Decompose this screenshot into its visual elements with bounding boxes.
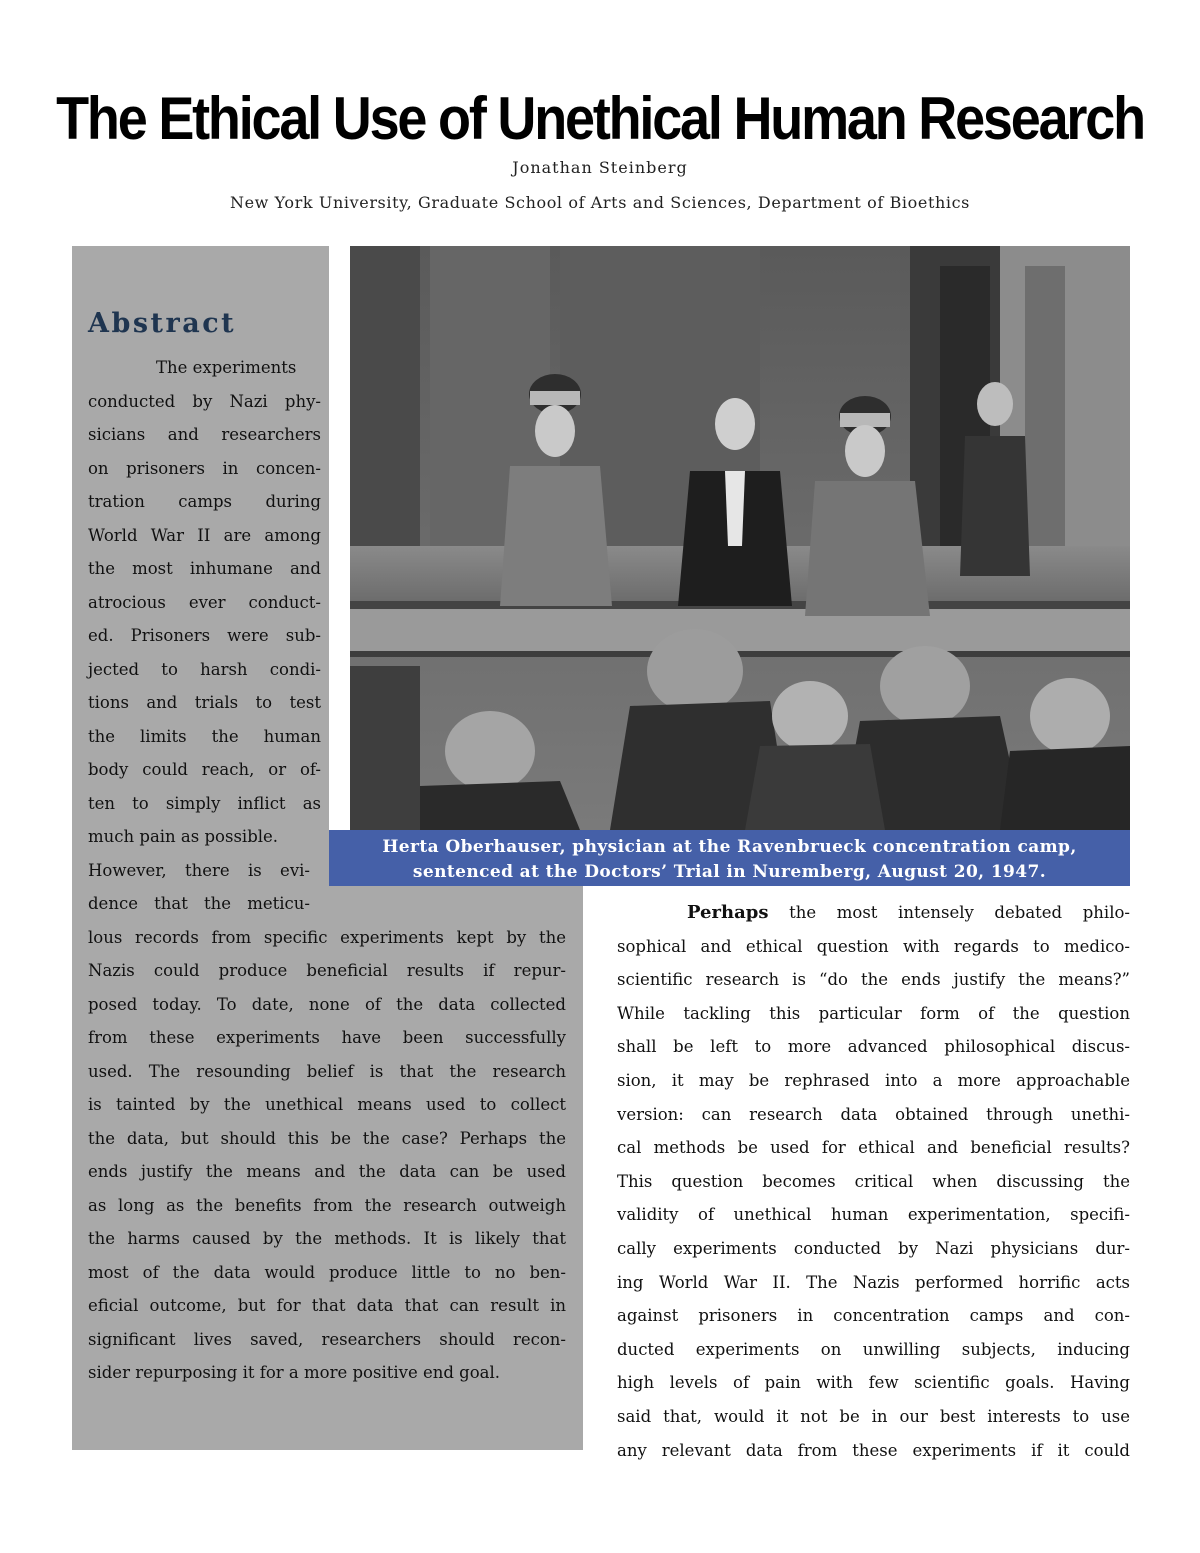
abstract-line: sider repurposing it for a more positive end goal. [88, 1363, 501, 1382]
abstract-line: as long as the benefits from the research outweigh [88, 1195, 566, 1215]
abstract-line: World War II are among [88, 525, 321, 545]
abstract-line: tration camps during [88, 492, 321, 511]
abstract-line: much pain as possible. [88, 827, 279, 846]
body-line: sion, it may be rephrased into a more approachable [617, 1070, 1130, 1090]
body-line: high levels of pain with few scientific goals. Having [617, 1373, 1130, 1393]
abstract-line: the harms caused by the methods. It is likely that [88, 1229, 566, 1248]
abstract-line: The experiments [156, 358, 297, 377]
author-affiliation: New York University, Graduate School of Arts and Sciences, Department of Bioethics [230, 193, 970, 212]
abstract-heading: Abstract [88, 308, 237, 339]
caption-line: Herta Oberhauser, physician at the Ravenbrueck concentration camp, [382, 837, 1077, 857]
abstract-line: atrocious ever conduct- [88, 592, 321, 612]
body-line [617, 896, 1130, 930]
lead-word: Perhaps [687, 902, 769, 923]
abstract-line: ends justify the means and the data can be used [88, 1162, 566, 1181]
abstract-line: used. The resounding belief is that the research [88, 1061, 566, 1081]
body-line: said that, would it not be in our best interests to use [617, 1406, 1130, 1426]
body-line: cally experiments conducted by Nazi physicians dur- [617, 1238, 1130, 1258]
abstract-line: body could reach, or of- [88, 760, 321, 779]
first-line-rest: the most intensely debated philo- [768, 903, 1130, 922]
abstract-line: tions and trials to test [88, 693, 321, 712]
trial-photograph [350, 246, 1130, 830]
body-line: any relevant data from these experiments if it could [617, 1440, 1130, 1460]
body-line: ing World War II. The Nazis performed horrific acts [617, 1272, 1130, 1292]
body-line: While tackling this particular form of the question [617, 1003, 1130, 1023]
body-line: validity of unethical human experimentation, specifi- [617, 1205, 1130, 1225]
abstract-line: the data, but should this be the case? Perhaps the [88, 1128, 566, 1148]
abstract-line: significant lives saved, researchers should recon- [88, 1329, 566, 1349]
body-line: version: can research data obtained through unethi- [617, 1104, 1130, 1124]
abstract-line: ed. Prisoners were sub- [88, 626, 321, 645]
abstract-line: Nazis could produce beneficial results if repur- [88, 961, 566, 980]
abstract-line: dence that the meticu- [88, 894, 310, 913]
abstract-line: the most inhumane and [88, 559, 321, 578]
body-line: This question becomes critical when discussing the [617, 1171, 1130, 1191]
body-line: sophical and ethical question with regards to medico- [617, 936, 1130, 956]
body-text [617, 896, 1130, 1467]
abstract-line: ten to simply inflict as [88, 793, 321, 813]
abstract-line: is tainted by the unethical means used to collect [88, 1095, 566, 1114]
body-line: shall be left to more advanced philosophical discus- [617, 1037, 1130, 1057]
body-line: cal methods be used for ethical and beneficial results? [617, 1138, 1130, 1158]
abstract-line: eficial outcome, but for that data that can result in [88, 1296, 566, 1315]
abstract-line: most of the data would produce little to no ben- [88, 1262, 566, 1282]
body-line: against prisoners in concentration camps and con- [617, 1306, 1130, 1326]
abstract-line: jected to harsh condi- [88, 659, 321, 679]
paper-title: The Ethical Use of Unethical Human Research [56, 85, 1144, 153]
caption-line: sentenced at the Doctors’ Trial in Nuremberg, August 20, 1947. [412, 862, 1047, 882]
abstract-line: However, there is evi- [88, 860, 310, 880]
abstract-line: posed today. To date, none of the data collected [88, 994, 566, 1014]
abstract-line: from these experiments have been successfully [88, 1028, 566, 1047]
abstract-line: conducted by Nazi phy- [88, 391, 321, 411]
author-name: Jonathan Steinberg [512, 158, 688, 177]
body-line: scientific research is “do the ends justify the means?” [617, 970, 1130, 990]
figure-caption [329, 830, 1130, 886]
abstract-line: sicians and researchers [88, 425, 321, 444]
body-line: ducted experiments on unwilling subjects, inducing [617, 1339, 1130, 1359]
abstract-line: on prisoners in concen- [88, 458, 321, 478]
abstract-line: the limits the human [88, 726, 321, 746]
abstract-line: lous records from specific experiments kept by the [88, 927, 566, 947]
